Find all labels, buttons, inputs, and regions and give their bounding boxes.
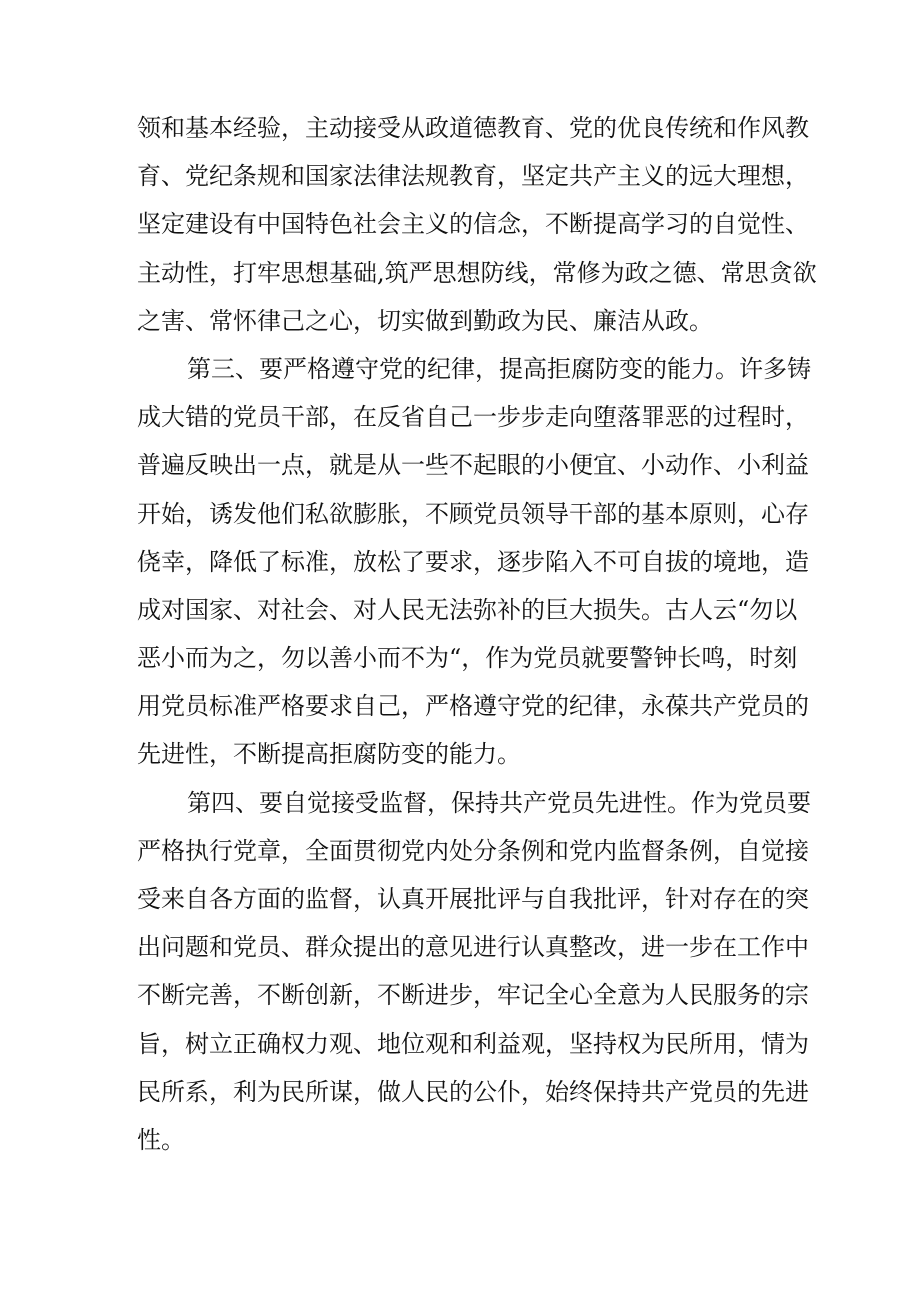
text-line: 性。 xyxy=(137,1125,185,1154)
text-line: 出问题和党员、群众提出的意见进行认真整改，进一步在工作中 xyxy=(137,933,809,962)
text-line: 育、党纪条规和国家法律法规教育，坚定共产主义的远大理想， xyxy=(137,162,809,191)
text-line: 成大错的党员干部，在反省自己一步步走向堕落罪恶的过程时， xyxy=(137,403,809,432)
text-line: 严格执行党章，全面贯彻党内处分条例和党内监督条例，自觉接 xyxy=(137,836,809,865)
text-line: 坚定建设有中国特色社会主义的信念，不断提高学习的自觉性、 xyxy=(137,210,809,239)
text-line: 开始，诱发他们私欲膨胀，不顾党员领导干部的基本原则，心存 xyxy=(137,499,809,528)
paragraph-fourth-point xyxy=(137,779,811,1165)
text-line: 普遍反映出一点，就是从一些不起眼的小便宜、小动作、小利益 xyxy=(137,451,809,480)
text-line: 之害、常怀律己之心，切实做到勤政为民、廉洁从政。 xyxy=(137,306,713,335)
paragraph-continuation xyxy=(137,104,817,345)
text-line: 主动性，打牢思想基础,筑严思想防线，常修为政之德、常思贪欲 xyxy=(137,258,817,287)
text-line: 不断完善，不断创新，不断进步，牢记全心全意为人民服务的宗 xyxy=(137,981,809,1010)
text-line: 旨，树立正确权力观、地位观和利益观，坚持权为民所用，情为 xyxy=(137,1029,809,1058)
text-line: 领和基本经验，主动接受从政道德教育、党的优良传统和作风教 xyxy=(137,114,809,142)
text-line: 先进性，不断提高拒腐防变的能力。 xyxy=(137,740,521,769)
text-line: 受来自各方面的监督，认真开展批评与自我批评，针对存在的突 xyxy=(137,885,809,913)
text-line: 用党员标准严格要求自己，严格遵守党的纪律，永葆共产党员的 xyxy=(137,692,809,721)
document-body xyxy=(137,104,817,1164)
text-line: 恶小而为之，勿以善小而不为“，作为党员就要警钟长鸣，时刻 xyxy=(137,644,798,673)
paragraph-third-point xyxy=(137,345,811,779)
text-line: 侥幸，降低了标准，放松了要求，逐步陷入不可自拔的境地，造 xyxy=(137,547,809,576)
text-line: 第四、要自觉接受监督，保持共产党员先进性。作为党员要 xyxy=(187,788,811,817)
text-line: 第三、要严格遵守党的纪律，提高拒腐防变的能力。许多铸 xyxy=(187,354,811,383)
text-line: 民所系，利为民所谋，做人民的公仆，始终保持共产党员的先进 xyxy=(137,1077,809,1106)
text-line: 成对国家、对社会、对人民无法弥补的巨大损失。古人云“勿以 xyxy=(137,595,798,624)
